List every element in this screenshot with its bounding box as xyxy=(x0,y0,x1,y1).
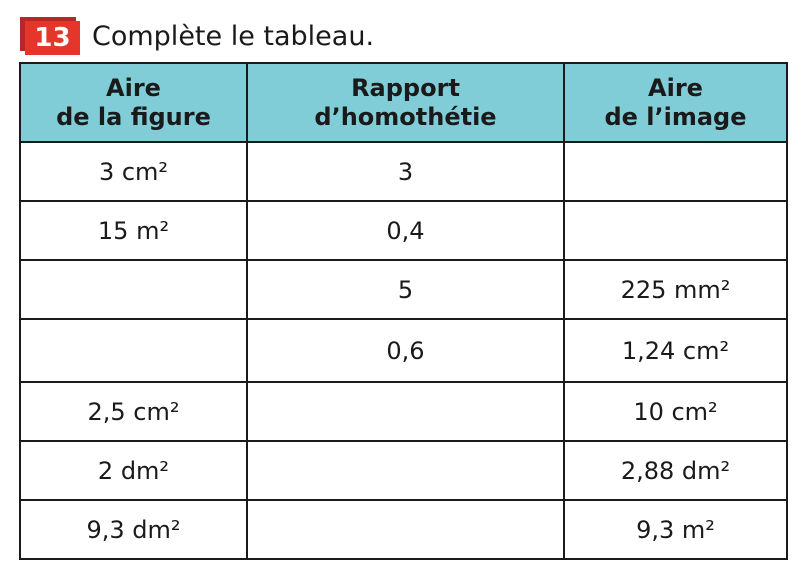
cell-image-area: 2,88 dm² xyxy=(564,441,787,500)
cell-ratio: 0,6 xyxy=(247,319,564,382)
header-line: Aire xyxy=(106,73,161,102)
table-row xyxy=(20,201,787,260)
cell-figure-area: 2,5 cm² xyxy=(20,382,247,441)
cell-figure-area: 3 cm² xyxy=(20,142,247,201)
header-line: de la figure xyxy=(56,102,211,131)
table-row xyxy=(20,142,787,201)
cell-figure-area: 15 m² xyxy=(20,201,247,260)
cell-figure-area[interactable] xyxy=(20,319,247,382)
cell-figure-area[interactable] xyxy=(20,260,247,319)
table-row xyxy=(20,260,787,319)
header-ratio xyxy=(247,63,564,142)
header-image-area xyxy=(564,63,787,142)
header-line: d’homothétie xyxy=(314,102,497,131)
header-line: Rapport xyxy=(351,73,460,102)
table-row xyxy=(20,500,787,559)
cell-image-area[interactable] xyxy=(564,142,787,201)
header-figure-area xyxy=(20,63,247,142)
header-line: Aire xyxy=(648,73,703,102)
exercise-number-badge xyxy=(20,17,80,55)
header-line: de l’image xyxy=(604,102,747,131)
table-row xyxy=(20,382,787,441)
cell-ratio[interactable] xyxy=(247,441,564,500)
table-row xyxy=(20,441,787,500)
cell-image-area: 10 cm² xyxy=(564,382,787,441)
exercise-instruction: Complète le tableau. xyxy=(92,20,375,52)
table-header-row xyxy=(20,63,787,142)
exercise-header xyxy=(20,14,374,58)
cell-figure-area: 2 dm² xyxy=(20,441,247,500)
cell-ratio: 0,4 xyxy=(247,201,564,260)
cell-image-area[interactable] xyxy=(564,201,787,260)
table-row xyxy=(20,319,787,382)
cell-ratio: 3 xyxy=(247,142,564,201)
cell-image-area: 1,24 cm² xyxy=(564,319,787,382)
cell-figure-area: 9,3 dm² xyxy=(20,500,247,559)
cell-image-area: 225 mm² xyxy=(564,260,787,319)
cell-ratio[interactable] xyxy=(247,382,564,441)
exercise-number: 13 xyxy=(25,21,80,55)
area-table xyxy=(19,62,788,560)
cell-ratio[interactable] xyxy=(247,500,564,559)
cell-image-area: 9,3 m² xyxy=(564,500,787,559)
cell-ratio: 5 xyxy=(247,260,564,319)
